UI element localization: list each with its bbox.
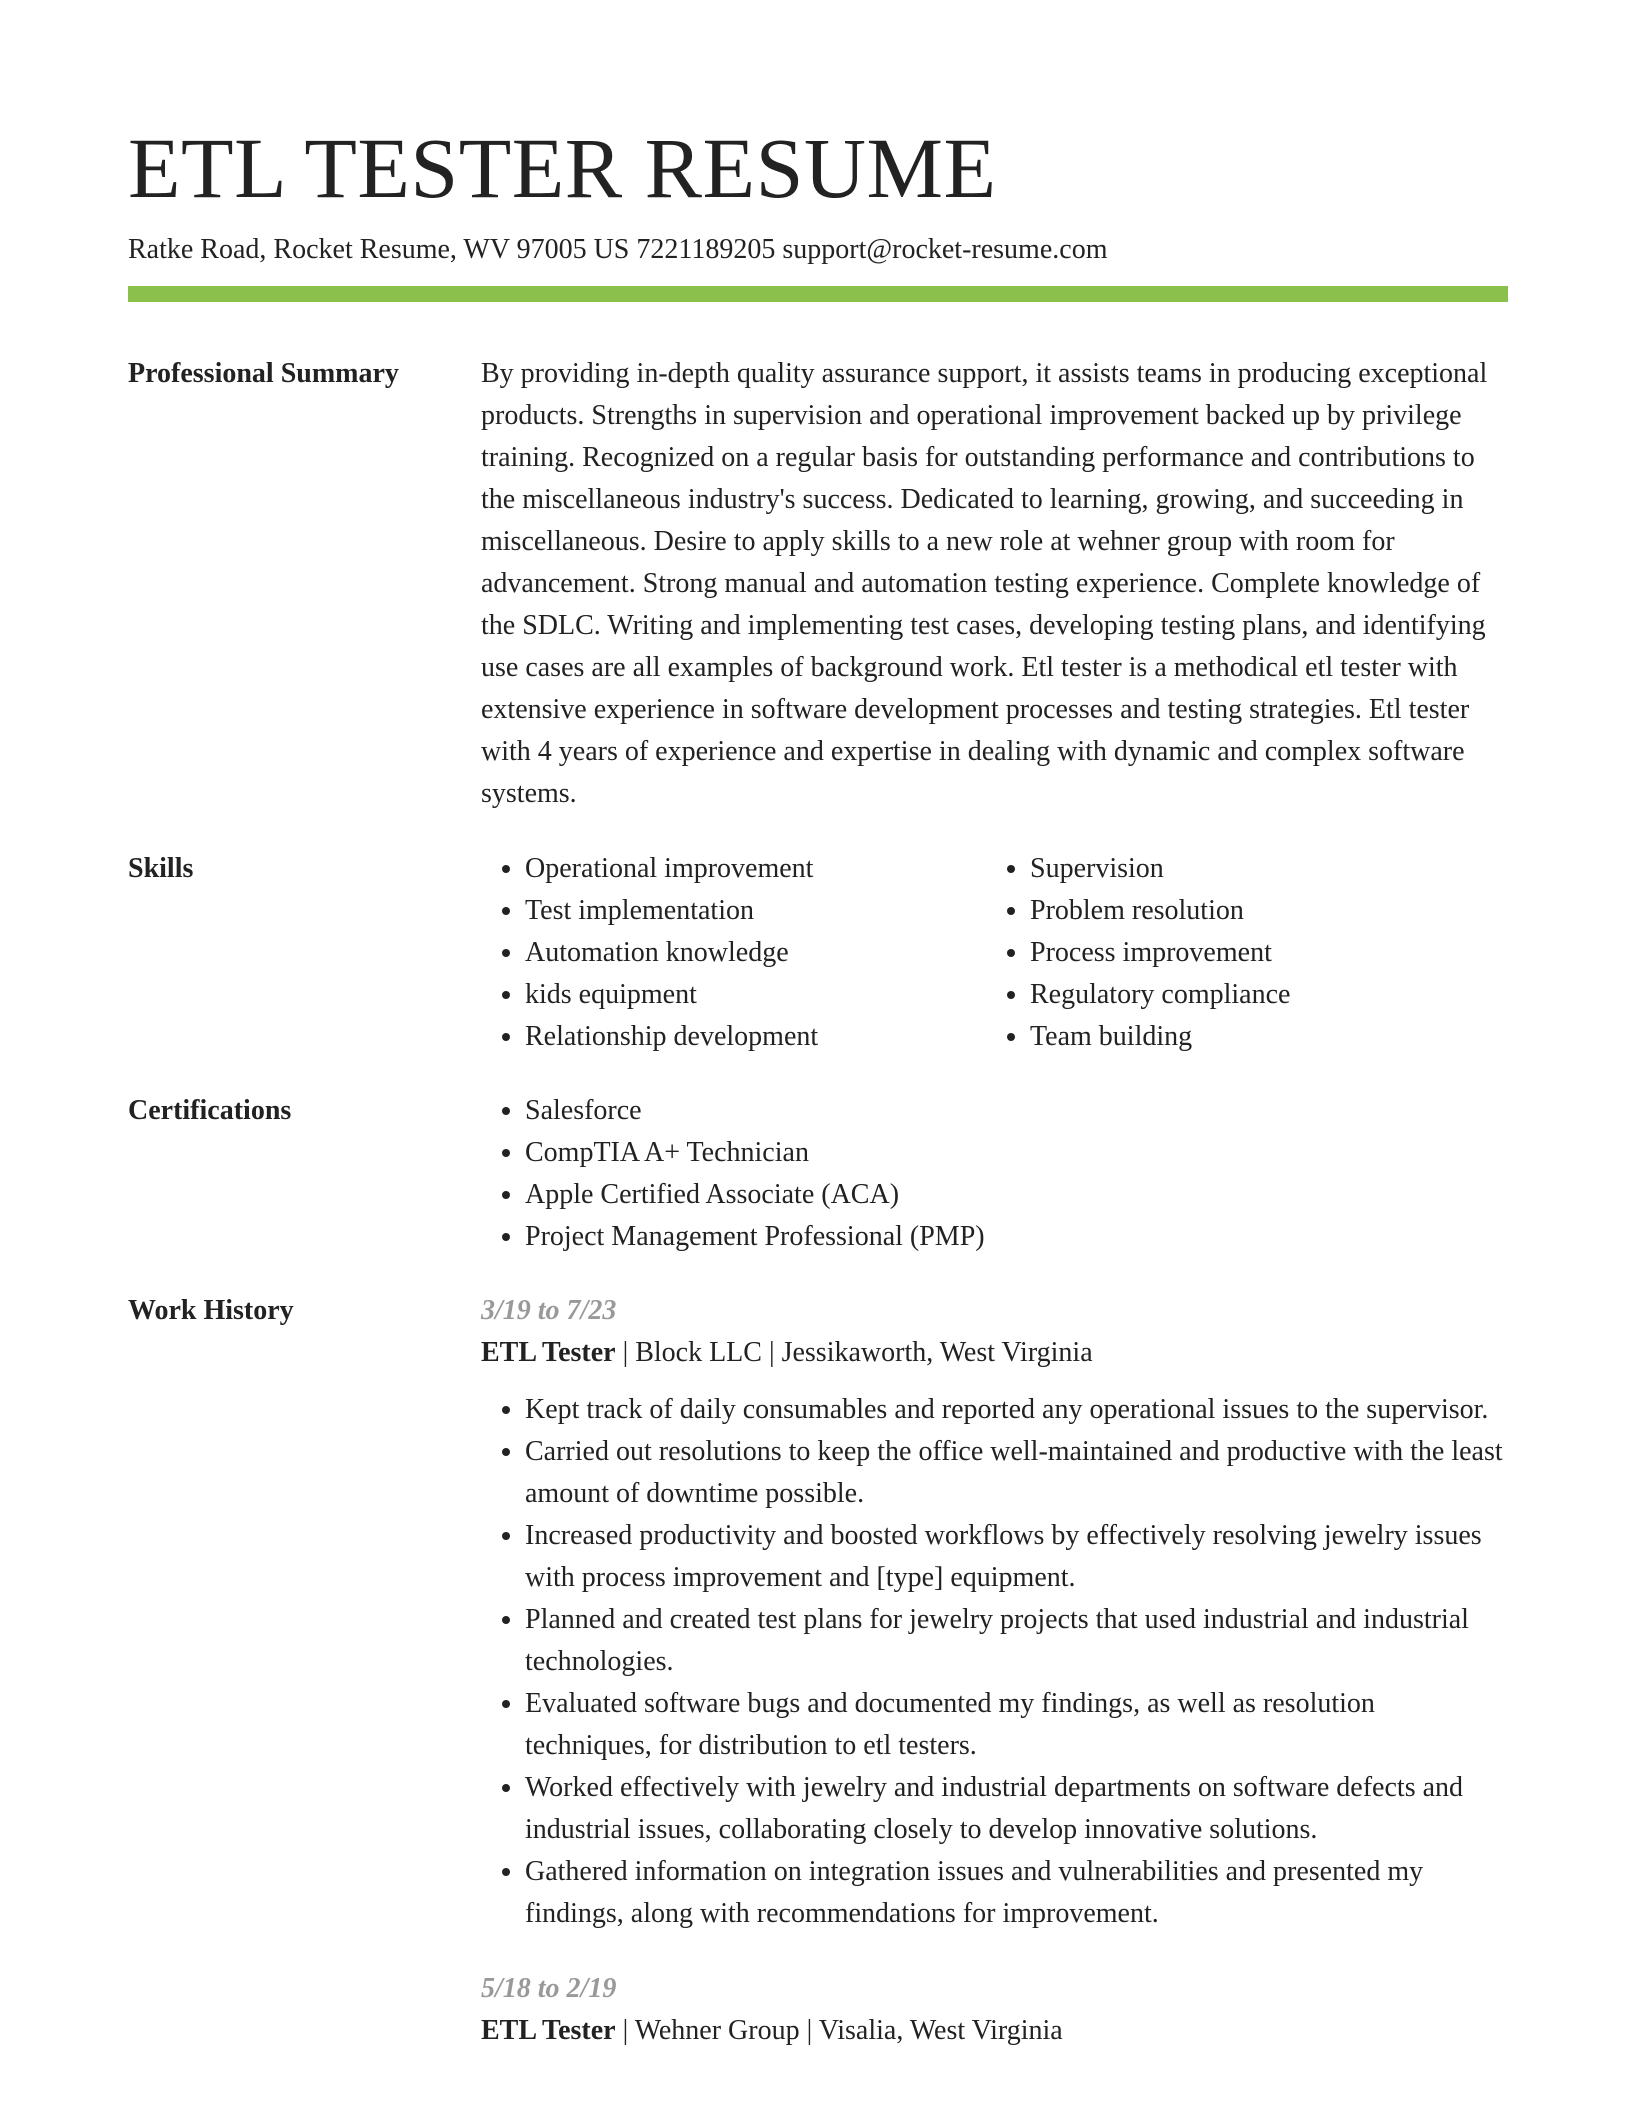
list-item: • Carried out resolutions to keep the office well-maintained and productive with the least amount of downtime possible. xyxy=(525,1431,1508,1515)
job-entry xyxy=(481,1290,1508,1935)
job-dates: 5/18 to 2/19 xyxy=(481,1973,617,2004)
resume-page xyxy=(128,118,1508,2052)
list-item: • Worked effectively with jewelry and industrial departments on software defects and industrial issues, collaborating closely to develop innovative solutions. xyxy=(525,1767,1508,1851)
job-title-line xyxy=(481,2010,1508,2052)
job-bullets xyxy=(481,1389,1508,1935)
section-label: Certifications xyxy=(128,1095,292,1126)
section-label: Work History xyxy=(128,1295,294,1326)
list-item: • Test implementation xyxy=(525,890,986,932)
list-item: • Problem resolution xyxy=(1030,890,1490,932)
list-item: • Regulatory compliance xyxy=(1030,974,1490,1016)
contact-line xyxy=(128,232,1508,268)
section-label: Professional Summary xyxy=(128,358,399,389)
list-item: • Salesforce xyxy=(525,1090,1508,1132)
job-title-line xyxy=(481,1332,1508,1374)
list-item: • Process improvement xyxy=(1030,932,1490,974)
work-history-section xyxy=(128,1290,1508,2052)
list-item: • Supervision xyxy=(1030,848,1490,890)
list-item: • Evaluated software bugs and documented my findings, as well as resolution techniques, for distribution to etl testers. xyxy=(525,1683,1508,1767)
phone: 7221189205 xyxy=(636,234,776,265)
list-item: • Gathered information on integration issues and vulnerabilities and presented my findings, along with recommendations for improvement. xyxy=(525,1851,1508,1935)
list-item: • kids equipment xyxy=(525,974,986,1016)
address: Ratke Road, Rocket Resume, WV 97005 US xyxy=(128,234,630,265)
list-item: • Kept track of daily consumables and reported any operational issues to the supervisor. xyxy=(525,1389,1508,1431)
email[interactable]: support@rocket-resume.com xyxy=(782,234,1108,265)
job-details: | Wehner Group | Visalia, West Virginia xyxy=(615,2015,1063,2046)
certifications-list xyxy=(481,1090,1508,1258)
skills-list-right xyxy=(986,848,1490,1058)
summary-section xyxy=(128,353,1508,815)
resume-title: ETL TESTER RESUME xyxy=(128,120,997,216)
list-item: • Relationship development xyxy=(525,1016,986,1058)
list-item: • CompTIA A+ Technician xyxy=(525,1132,1508,1174)
list-item: • Team building xyxy=(1030,1016,1490,1058)
job-title: ETL Tester xyxy=(481,2015,616,2046)
job-title: ETL Tester xyxy=(481,1337,616,1368)
header-divider xyxy=(128,286,1508,302)
section-label: Skills xyxy=(128,853,194,884)
job-entry xyxy=(481,1968,1508,2052)
job-dates: 3/19 to 7/23 xyxy=(481,1295,617,1326)
skills-list-left xyxy=(481,848,986,1058)
list-item: • Increased productivity and boosted workflows by effectively resolving jewelry issues with process improvement and [type] equipment. xyxy=(525,1515,1508,1599)
job-details: | Block LLC | Jessikaworth, West Virginia xyxy=(615,1337,1093,1368)
certifications-section xyxy=(128,1090,1508,1258)
list-item: • Operational improvement xyxy=(525,848,986,890)
summary-text: By providing in-depth quality assurance support, it assists teams in producing exceptional products. Strengths in supervision and operational improvement backed up by privilege training. Recognized on a regular basis for outstanding performance and contributions to the miscellaneous industry's success. Dedicated to learning, growing, and succeeding in miscellaneous. Desire to apply skills to a new role at wehner group with room for advancement. Strong manual and automation testing experience. Complete knowledge of the SDLC. Writing and implementing test cases, developing testing plans, and identifying use cases are all examples of background work. Etl tester is a methodical etl tester with extensive experience in software development processes and testing strategies. Etl tester with 4 years of experience and expertise in dealing with dynamic and complex software systems. xyxy=(481,358,1488,809)
list-item: • Planned and created test plans for jewelry projects that used industrial and industrial technologies. xyxy=(525,1599,1508,1683)
list-item: • Automation knowledge xyxy=(525,932,986,974)
list-item: • Apple Certified Associate (ACA) xyxy=(525,1174,1508,1216)
list-item: • Project Management Professional (PMP) xyxy=(525,1216,1508,1258)
skills-section xyxy=(128,848,1508,1058)
